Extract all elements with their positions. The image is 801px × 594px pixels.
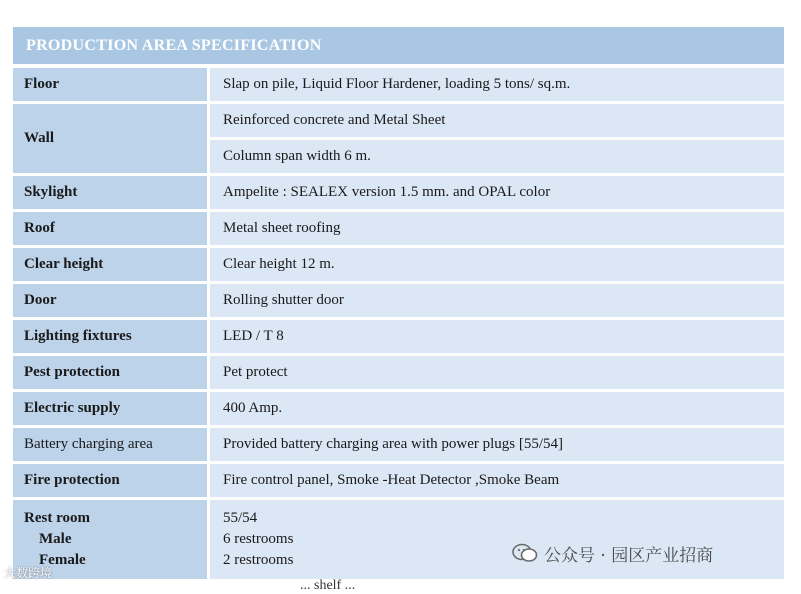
row-value: Column span width 6 m. — [210, 140, 784, 173]
row-rest-room — [13, 500, 784, 579]
row-skylight — [13, 176, 784, 209]
row-value: 55/54 — [223, 510, 258, 526]
row-label: Fire protection — [13, 464, 207, 497]
row-value-group — [210, 500, 784, 579]
watermark-left: 大数跨境 — [4, 566, 53, 580]
row-door — [13, 284, 784, 317]
row-value: Ampelite : SEALEX version 1.5 mm. and OPAL color — [210, 176, 784, 209]
row-sub-label: Female — [39, 552, 86, 568]
row-label: Electric supply — [13, 392, 207, 425]
row-label: Lighting fixtures — [13, 320, 207, 353]
watermark-right-text: 公众号 · 园区产业招商 — [544, 545, 714, 566]
row-electric-supply — [13, 392, 784, 425]
row-value: Metal sheet roofing — [210, 212, 784, 245]
spec-table — [13, 27, 784, 582]
row-value: LED / T 8 — [210, 320, 784, 353]
row-value: Reinforced concrete and Metal Sheet — [210, 104, 784, 137]
wechat-icon — [512, 543, 538, 563]
row-lighting — [13, 320, 784, 353]
row-label: Skylight — [13, 176, 207, 209]
row-pest-protection — [13, 356, 784, 389]
row-clear-height — [13, 248, 784, 281]
row-label: Door — [13, 284, 207, 317]
row-label: Roof — [13, 212, 207, 245]
row-battery-charging — [13, 428, 784, 461]
watermark-right — [512, 541, 713, 565]
row-value: 400 Amp. — [210, 392, 784, 425]
row-roof — [13, 212, 784, 245]
row-value: 6 restrooms — [223, 531, 294, 547]
row-value: Slap on pile, Liquid Floor Hardener, loading 5 tons/ sq.m. — [210, 68, 784, 101]
row-value: Rolling shutter door — [210, 284, 784, 317]
row-label: Floor — [13, 68, 207, 101]
row-label: Pest protection — [13, 356, 207, 389]
row-floor — [13, 68, 784, 101]
spec-title: PRODUCTION AREA SPECIFICATION — [13, 27, 784, 64]
row-fire-protection — [13, 464, 784, 497]
row-value: 2 restrooms — [223, 552, 294, 568]
cut-off-footer-text: ... shelf ... — [300, 578, 356, 593]
row-label: Battery charging area — [13, 428, 207, 461]
row-value: Clear height 12 m. — [210, 248, 784, 281]
row-value: Provided battery charging area with power plugs [55/54] — [210, 428, 784, 461]
row-label: Rest room — [24, 510, 90, 526]
row-wall — [13, 104, 784, 173]
row-value: Fire control panel, Smoke -Heat Detector ,Smoke Beam — [210, 464, 784, 497]
row-label: Wall — [13, 104, 207, 173]
row-label: Clear height — [13, 248, 207, 281]
row-sub-label: Male — [39, 531, 72, 547]
row-value: Pet protect — [210, 356, 784, 389]
